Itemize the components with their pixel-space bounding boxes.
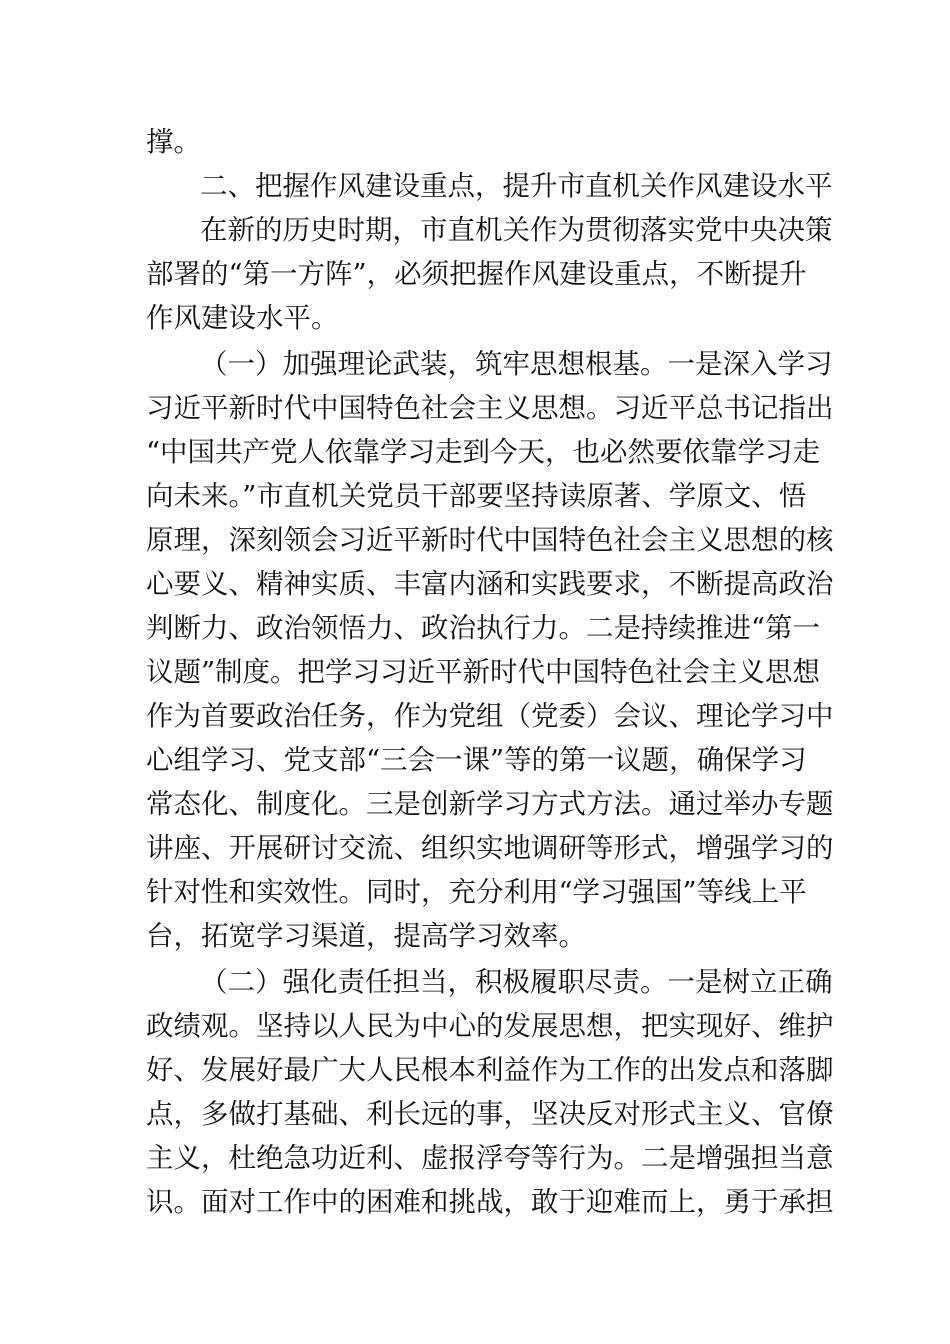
paragraph-line: 议题”制度。把学习习近平新时代中国特色社会主义思想	[146, 656, 821, 688]
paragraph-line: 部署的“第一方阵”，必须把握作风建设重点，不断提升	[146, 258, 807, 290]
paragraph-line: 在新的历史时期，市直机关作为贯彻落实党中央决策	[200, 214, 833, 246]
paragraph-line: 台，拓宽学习渠道，提高学习效率。	[146, 920, 586, 952]
paragraph-line: 识。面对工作中的困难和挑战，敢于迎难而上，勇于承担	[146, 1186, 834, 1218]
paragraph-line: 政绩观。坚持以人民为中心的发展思想，把实现好、维护	[146, 1010, 834, 1042]
section-heading: 二、把握作风建设重点，提升市直机关作风建设水平	[200, 170, 833, 202]
paragraph-line: 作为首要政治任务，作为党组（党委）会议、理论学习中	[146, 700, 834, 732]
paragraph-line: 主义，杜绝急功近利、虚报浮夸等行为。二是增强担当意	[146, 1142, 834, 1174]
paragraph-continuation-line: 撑。	[146, 126, 201, 158]
paragraph-line: 心要义、精神实质、丰富内涵和实践要求，不断提高政治	[146, 568, 834, 600]
paragraph-line: 原理，深刻领会习近平新时代中国特色社会主义思想的核	[146, 524, 834, 556]
paragraph-line: 习近平新时代中国特色社会主义思想。习近平总书记指出	[146, 392, 834, 424]
paragraph-line: “中国共产党人依靠学习走到今天，也必然要依靠学习走	[146, 436, 821, 468]
paragraph-line: 点，多做打基础、利长远的事，坚决反对形式主义、官僚	[146, 1098, 834, 1130]
paragraph-line: 心组学习、党支部“三会一课”等的第一议题，确保学习	[146, 744, 807, 776]
paragraph-line: （一）加强理论武装，筑牢思想根基。一是深入学习	[200, 348, 833, 380]
paragraph-line: 讲座、开展研讨交流、组织实地调研等形式，增强学习的	[146, 832, 834, 864]
paragraph-line: 好、发展好最广大人民根本利益作为工作的出发点和落脚	[146, 1054, 834, 1086]
paragraph-line: 作风建设水平。	[146, 302, 339, 334]
paragraph-line: （二）强化责任担当，积极履职尽责。一是树立正确	[200, 966, 833, 998]
paragraph-line: 针对性和实效性。同时，充分利用“学习强国”等线上平	[146, 876, 807, 908]
paragraph-line: 常态化、制度化。三是创新学习方式方法。通过举办专题	[146, 788, 834, 820]
paragraph-line: 向未来。”市直机关党员干部要坚持读原著、学原文、悟	[146, 480, 807, 512]
paragraph-line: 判断力、政治领悟力、政治执行力。二是持续推进“第一	[146, 612, 821, 644]
